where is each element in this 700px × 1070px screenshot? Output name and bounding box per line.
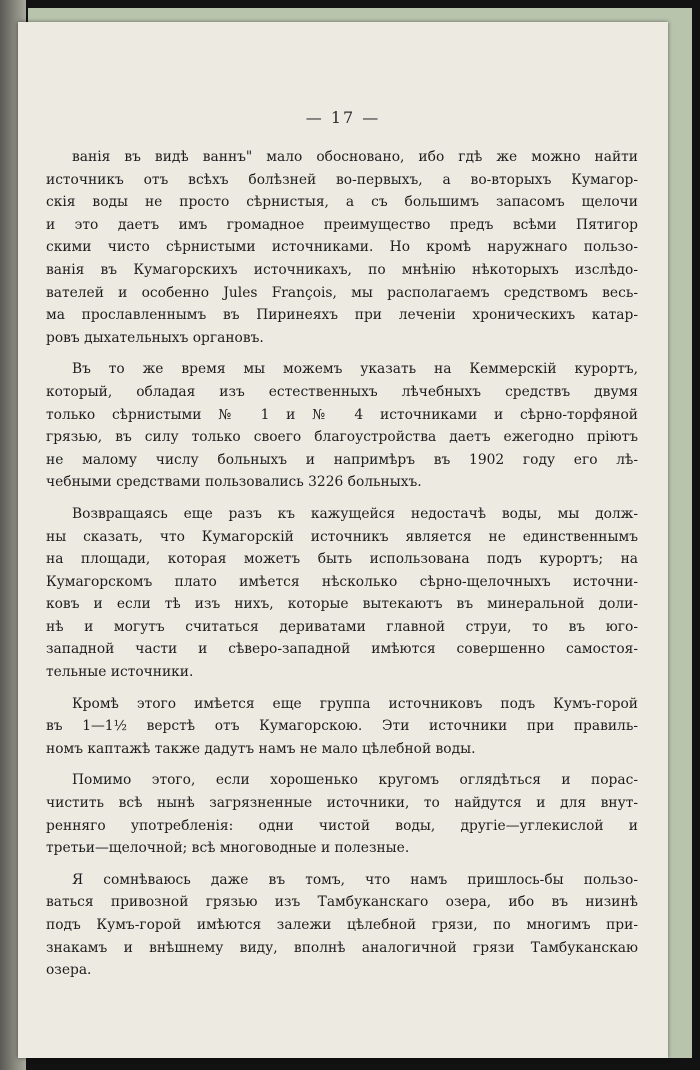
text-line: чистить всѣ нынѣ загрязненные источники, то найдутся и для внут- xyxy=(46,795,638,812)
text-line: только сѣрнистыми № 1 и № 4 источниками и сѣрно-торфяной xyxy=(46,406,638,423)
text-line: ванія въ видѣ ваннъ" мало обосновано, ибо гдѣ же можно найти xyxy=(72,149,638,165)
paragraph xyxy=(46,503,638,684)
text-line: не малому числу больныхъ и напримѣръ въ 1902 году его лѣ- xyxy=(46,451,638,468)
paragraph xyxy=(46,869,638,982)
text-line: источникъ отъ всѣхъ болѣзней во-первыхъ, а во-вторыхъ Кумагор- xyxy=(46,171,638,188)
text-line: озера. xyxy=(46,962,92,979)
text-line: скія воды не просто сѣрнистыя, а съ большимъ запасомъ щелочи xyxy=(46,194,638,211)
text-line: Кромѣ этого имѣется еще группа источниковъ подъ Кумъ-горой xyxy=(72,695,638,712)
text-line: подъ Кумъ-горой имѣются залежи цѣлебной грязи, по многимъ при- xyxy=(46,917,638,933)
text-line: и это даетъ имъ громадное преимущество предъ всѣми Пятигор xyxy=(46,216,638,233)
text-line: нѣ и могутъ считаться дериватами главной струи, то въ юго- xyxy=(46,618,638,635)
page-number: — 17 — xyxy=(305,108,381,127)
text-line: тельные источники. xyxy=(46,664,194,681)
book-page xyxy=(18,22,668,1058)
text-line: вателей и особенно Jules François, мы располагаемъ средствомъ весь- xyxy=(46,284,638,301)
text-line: знакамъ и внѣшнему виду, вполнѣ аналогичной грязи Тамбуканскаю xyxy=(46,939,638,956)
text-line: Кумагорскомъ плато имѣется нѣсколько сѣрно-щелочныхъ источни- xyxy=(46,573,638,590)
text-line: Возвращаясь еще разъ къ кажущейся недостачѣ воды, мы долж- xyxy=(72,505,638,522)
paragraph xyxy=(46,358,638,494)
text-line: Я сомнѣваюсь даже въ томъ, что намъ пришлось-бы пользо- xyxy=(72,871,638,888)
text-line: Помимо этого, если хорошенько кругомъ оглядѣться и порас- xyxy=(72,772,638,789)
text-line: скими чисто сѣрнистыми источниками. Но кромѣ наружнаго пользо- xyxy=(46,239,638,256)
paragraph xyxy=(46,693,638,761)
text-line: ренняго употребленія: одни чистой воды, другіе—углекислой и xyxy=(46,817,638,834)
text-line: на площади, которая можетъ быть использована подъ курортъ; на xyxy=(46,551,638,568)
text-line: ма прославленнымъ въ Пиринеяхъ при леченіи хроническихъ катар- xyxy=(46,307,638,324)
text-line: ковъ и если тѣ изъ нихъ, которые вытекаютъ въ минеральной доли- xyxy=(46,596,638,613)
paragraph xyxy=(46,146,638,349)
page-body-text xyxy=(46,146,638,991)
text-line: третьи—щелочной; всѣ многоводные и полезные. xyxy=(46,840,410,857)
text-line: грязью, въ силу только своего благоустройства даетъ ежегодно пріютъ xyxy=(46,429,638,446)
text-line: ваться привозной грязью изъ Тамбуканскаго озера, ибо въ низинѣ xyxy=(46,894,638,911)
text-line: чебными средствами пользовались 3226 больныхъ. xyxy=(46,474,422,491)
text-line: въ 1—1½ верстѣ отъ Кумагорскою. Эти источники при правиль- xyxy=(46,718,638,735)
text-line: номъ каптажѣ также дадутъ намъ не мало цѣлебной воды. xyxy=(46,740,476,757)
text-line: который, обладая изъ естественныхъ лѣчебныхъ средствъ двумя xyxy=(46,383,638,400)
text-line: Въ то же время мы можемъ указать на Кеммерскій курортъ, xyxy=(72,361,638,378)
text-line: ровъ дыхательныхъ органовъ. xyxy=(46,329,264,346)
paragraph xyxy=(46,769,638,859)
text-line: ны сказать, что Кумагорскій источникъ является не единственнымъ xyxy=(46,528,638,545)
text-line: ванія въ Кумагорскихъ источникахъ, по мнѣнію нѣкоторыхъ изслѣдо- xyxy=(46,261,638,278)
text-line: западной части и сѣверо-западной имѣются совершенно самостоя- xyxy=(46,641,638,658)
